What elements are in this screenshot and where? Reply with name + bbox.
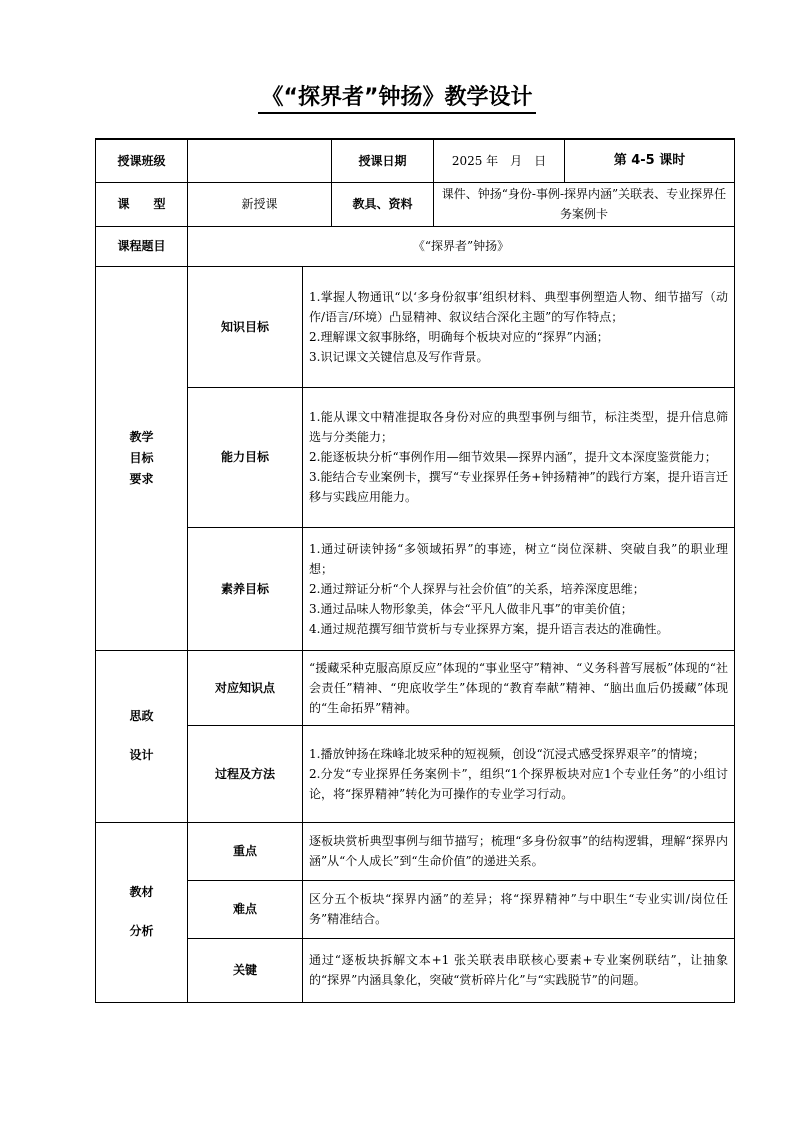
ideology-row-knowledge <box>96 650 735 725</box>
ideology-label <box>96 650 188 822</box>
date-value: 2025 年 月 日 <box>434 139 565 182</box>
literacy-goal-item: 2.通过辩证分析“个人探界与社会价值”的关系，培养深度思维； <box>309 581 645 596</box>
literacy-goal-content <box>303 527 735 650</box>
ability-goal-label: 能力目标 <box>188 387 303 527</box>
ability-goal-item: 1.能从课文中精准提取各身份对应的典型事例与细节，标注类型，提升信息筛选与分类能力； <box>309 410 728 444</box>
literacy-goal-item: 4.通过规范撰写细节赏析与专业探界方案，提升语言表达的准确性。 <box>309 621 669 636</box>
header-row-class <box>96 139 735 182</box>
ideology-knowledge-label: 对应知识点 <box>188 650 303 725</box>
topic-label: 课程题目 <box>96 226 188 266</box>
lesson-plan-table <box>95 138 735 1003</box>
knowledge-goal-item: 3.识记课文关键信息及写作背景。 <box>309 349 489 364</box>
literacy-goal-item: 1.通过研读钟扬“多领域拓界”的事迹，树立“岗位深耕、突破自我”的职业理想； <box>309 541 728 576</box>
page-title-text: 《“探界者”钟扬》教学设计 <box>258 85 537 114</box>
tools-value: 课件、钟扬“身份-事例-探界内涵”关联表、专业探界任务案例卡 <box>434 182 735 226</box>
ideology-method-item: 2.分发“专业探界任务案例卡”，组织“1个探界板块对应1个专业任务”的小组讨论，将“探界精神”转化为可操作的专业学习行动。 <box>309 766 728 801</box>
type-label: 课 型 <box>96 182 188 226</box>
ideology-row-method <box>96 725 735 822</box>
header-row-topic <box>96 226 735 266</box>
period-value: 第 4-5 课时 <box>565 139 735 182</box>
date-label: 授课日期 <box>332 139 434 182</box>
knowledge-goal-item: 1.掌握人物通讯“以‘多身份叙事’组织材料、典型事例塑造人物、细节描写（动作/语言/环境）凸显精神、叙议结合深化主题”的写作特点； <box>309 289 728 324</box>
ideology-knowledge-content: “援藏采种克服高原反应”体现的“事业坚守”精神、“义务科普写展板”体现的“社会责任”精神、“兜底收学生”体现的“教育奉献”精神、“脑出血后仍援藏”体现的“生命拓界”精神。 <box>303 650 735 725</box>
difficulty-label: 难点 <box>188 880 303 938</box>
ideology-method-item: 1.播放钟扬在珠峰北坡采种的短视频，创设“沉浸式感受探界艰辛”的情境； <box>309 746 705 761</box>
knowledge-goal-item: 2.理解课文叙事脉络，明确每个板块对应的“探界”内涵； <box>309 329 609 344</box>
topic-value: 《“探界者”钟扬》 <box>188 226 735 266</box>
header-row-type <box>96 182 735 226</box>
objectives-label-line: 要求 <box>129 471 154 486</box>
key-content: 通过“逐板块拆解文本+1 张关联表串联核心要素+专业案例联结”，让抽象的“探界”内涵具象化，突破“赏析碎片化”与“实践脱节”的问题。 <box>303 938 735 1002</box>
tools-label: 教具、资料 <box>332 182 434 226</box>
analysis-label-bottom: 分析 <box>129 924 154 938</box>
difficulty-content: 区分五个板块“探界内涵”的差异；将“探界精神”与中职生“专业实训/岗位任务”精准结合。 <box>303 880 735 938</box>
ability-goal-item: 2.能逐板块分析“事例作用—细节效果—探界内涵”，提升文本深度鉴赏能力； <box>309 450 717 464</box>
literacy-goal-item: 3.通过品味人物形象美，体会“平凡人做非凡事”的审美价值； <box>309 601 633 616</box>
objective-row-literacy <box>96 527 735 650</box>
ability-goal-content <box>303 387 735 527</box>
objectives-label-line: 目标 <box>129 450 154 465</box>
ideology-label-bottom: 设计 <box>129 748 154 762</box>
key-label: 关键 <box>188 938 303 1002</box>
analysis-row-difficulty <box>96 880 735 938</box>
analysis-label <box>96 822 188 1002</box>
ideology-method-label: 过程及方法 <box>188 725 303 822</box>
class-value <box>188 139 332 182</box>
objective-row-ability <box>96 387 735 527</box>
objective-row-knowledge <box>96 266 735 387</box>
knowledge-goal-content <box>303 266 735 387</box>
type-value: 新授课 <box>188 182 332 226</box>
knowledge-goal-label: 知识目标 <box>188 266 303 387</box>
analysis-row-key <box>96 938 735 1002</box>
ideology-label-top: 思政 <box>129 709 154 723</box>
analysis-label-top: 教材 <box>129 885 154 899</box>
focus-label: 重点 <box>188 822 303 880</box>
analysis-row-focus <box>96 822 735 880</box>
ideology-method-content <box>303 725 735 822</box>
ability-goal-item: 3.能结合专业案例卡，撰写“专业探界任务+钟扬精神”的践行方案，提升语言迁移与实践应用能力。 <box>309 470 728 504</box>
focus-content: 逐板块赏析典型事例与细节描写；梳理“多身份叙事”的结构逻辑，理解“探界内涵”从“个人成长”到“生命价值”的递进关系。 <box>303 822 735 880</box>
objectives-label <box>96 266 188 650</box>
class-label: 授课班级 <box>96 139 188 182</box>
literacy-goal-label: 素养目标 <box>188 527 303 650</box>
page-title <box>0 80 794 111</box>
objectives-label-line: 教学 <box>129 429 154 444</box>
